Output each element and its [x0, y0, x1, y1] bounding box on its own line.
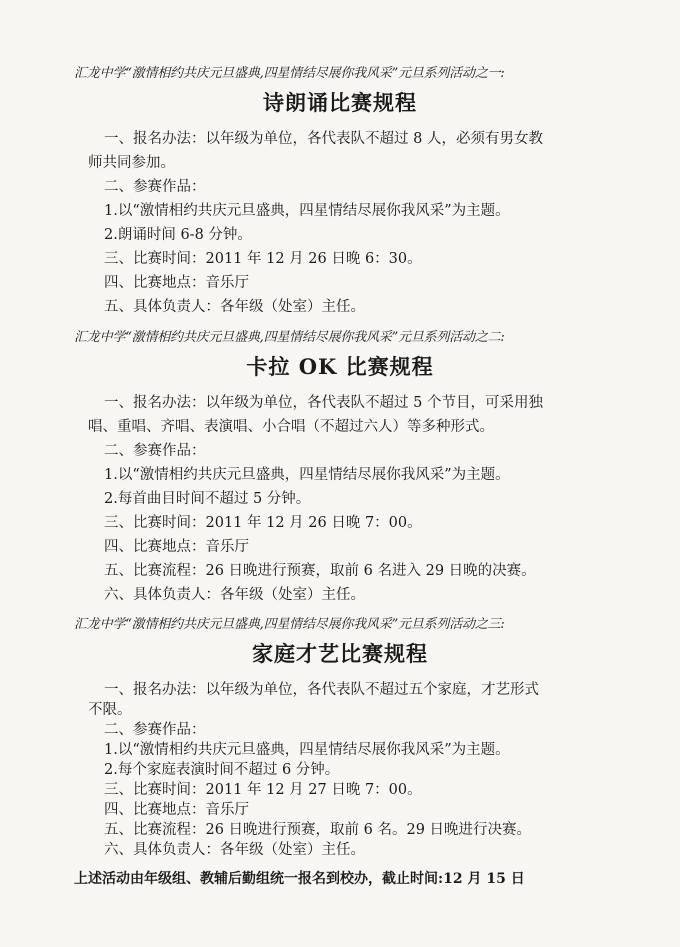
registration-footer: 上述活动由年级组、教辅后勤组统一报名到校办，截止时间:12 月 15 日 — [74, 871, 525, 887]
rule-line: 二、参赛作品： — [104, 179, 206, 195]
section-header: 汇龙中学“激情相约共庆元旦盛典,四星情结尽展你我风采”元旦系列活动之三: — [74, 617, 505, 632]
rule-line: 三、比赛时间：2011 年 12 月 26 日晚 7：00。 — [104, 515, 422, 531]
section-header: 汇龙中学“激情相约共庆元旦盛典,四星情结尽展你我风采”元旦系列活动之二: — [74, 330, 505, 345]
section-header: 汇龙中学“激情相约共庆元旦盛典,四星情结尽展你我风采”元旦系列活动之一: — [74, 66, 505, 81]
rule-line: 2.每首曲目时间不超过 5 分钟。 — [104, 491, 311, 507]
section-title: 诗朗诵比赛规程 — [263, 90, 417, 115]
rule-line: 不限。 — [88, 702, 132, 718]
rule-line: 2.每个家庭表演时间不超过 6 分钟。 — [104, 762, 340, 778]
rule-line: 2.朗诵时间 6-8 分钟。 — [104, 227, 252, 243]
rule-line: 一、报名办法：以年级为单位，各代表队不超过 5 个节目，可采用独 — [104, 395, 543, 411]
rule-line: 三、比赛时间：2011 年 12 月 27 日晚 7：00。 — [104, 782, 422, 798]
rule-line: 1.以“激情相约共庆元旦盛典，四星情结尽展你我风采”为主题。 — [104, 203, 510, 219]
rule-line: 1.以“激情相约共庆元旦盛典，四星情结尽展你我风采”为主题。 — [104, 742, 510, 758]
section-title: 家庭才艺比赛规程 — [252, 641, 428, 666]
rule-line: 五、具体负责人：各年级（处室）主任。 — [104, 299, 365, 315]
rule-line: 三、比赛时间：2011 年 12 月 26 日晚 6：30。 — [104, 251, 422, 267]
rule-line: 二、参赛作品： — [104, 722, 206, 738]
rule-line: 唱、重唱、齐唱、表演唱、小合唱（不超过六人）等多种形式。 — [88, 419, 494, 435]
rule-line: 六、具体负责人：各年级（处室）主任。 — [104, 587, 365, 603]
rule-line: 一、报名办法：以年级为单位，各代表队不超过 8 人，必须有男女教 — [104, 131, 543, 147]
rule-line: 四、比赛地点：音乐厅 — [104, 802, 249, 818]
rule-line: 六、具体负责人：各年级（处室）主任。 — [104, 842, 365, 858]
rule-line: 师共同参加。 — [88, 155, 175, 171]
rule-line: 四、比赛地点：音乐厅 — [104, 539, 249, 555]
rule-line: 二、参赛作品： — [104, 443, 206, 459]
section-title: 卡拉 OK 比赛规程 — [246, 354, 434, 379]
rule-line: 1.以“激情相约共庆元旦盛典，四星情结尽展你我风采”为主题。 — [104, 467, 510, 483]
rule-line: 五、比赛流程：26 日晚进行预赛，取前 6 名。29 日晚进行决赛。 — [104, 822, 532, 838]
rule-line: 四、比赛地点：音乐厅 — [104, 275, 249, 291]
rule-line: 五、比赛流程：26 日晚进行预赛，取前 6 名进入 29 日晚的决赛。 — [104, 563, 536, 579]
rule-line: 一、报名办法：以年级为单位，各代表队不超过五个家庭，才艺形式 — [104, 682, 539, 698]
